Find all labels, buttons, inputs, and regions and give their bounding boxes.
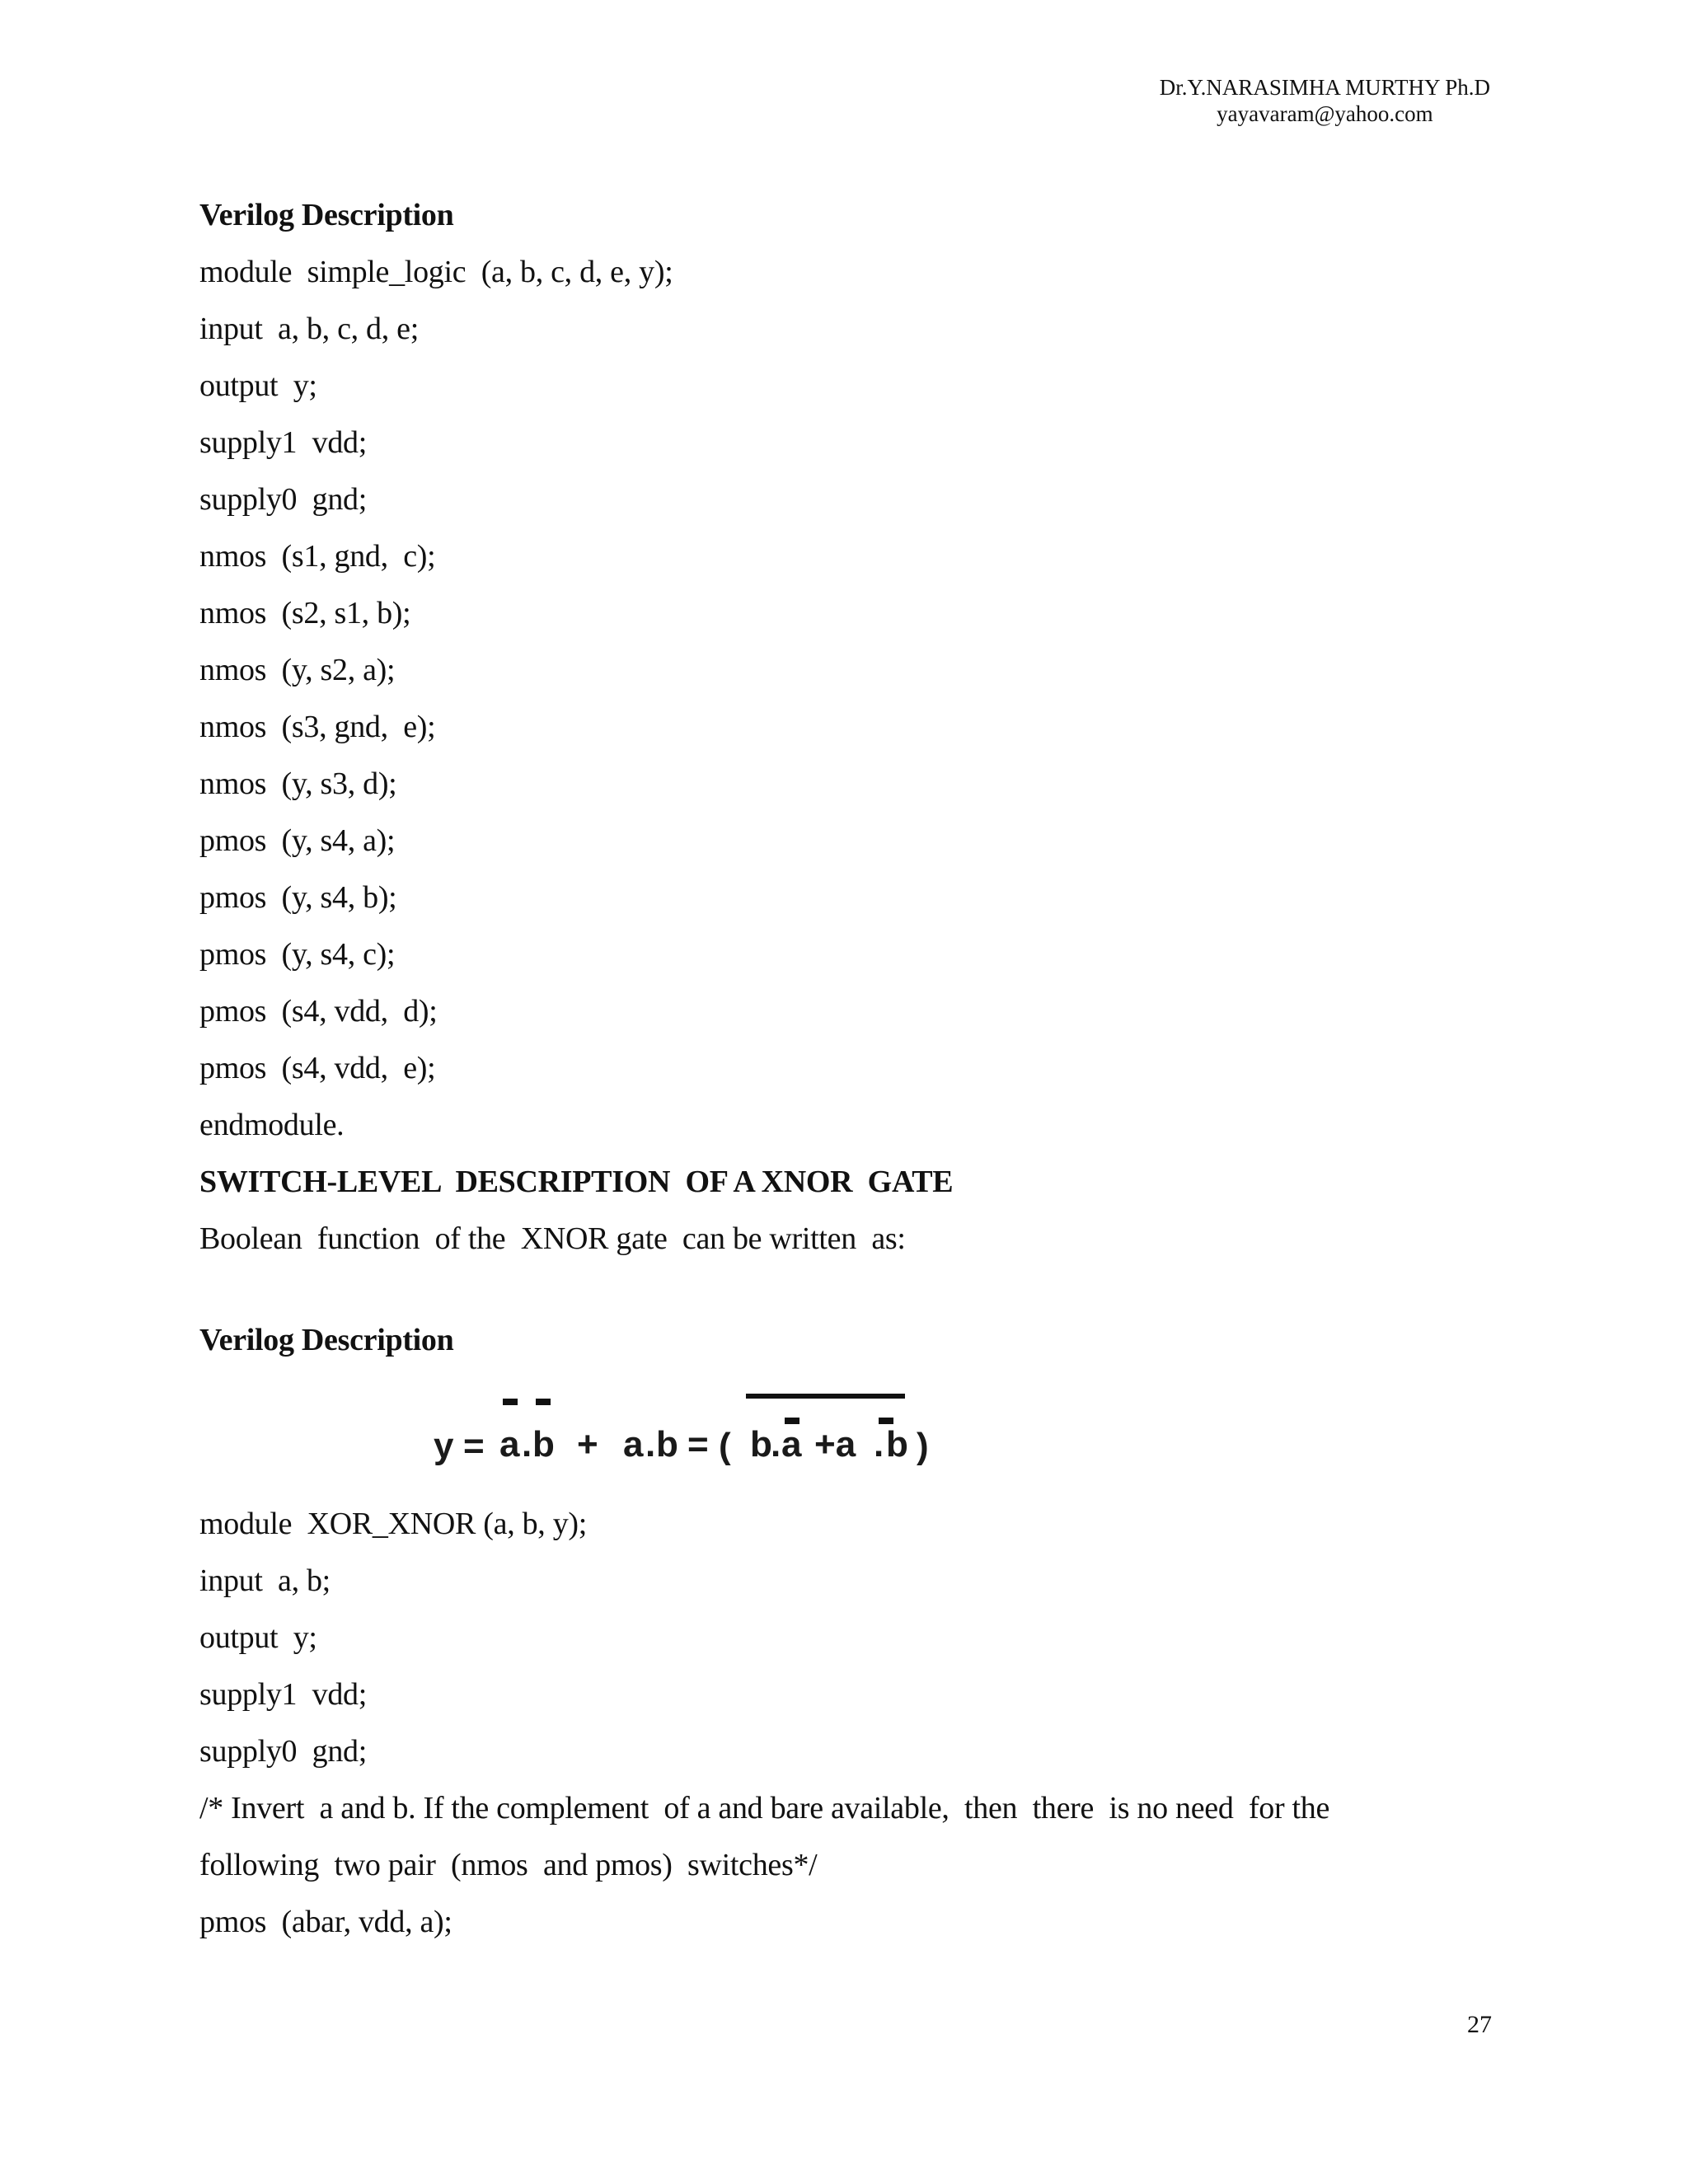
code-line: nmos (s1, gnd, c); xyxy=(199,539,436,574)
code-line: pmos (abar, vdd, a); xyxy=(199,1905,452,1939)
code-line: module simple_logic (a, b, c, d, e, y); xyxy=(199,255,673,289)
eq-b3: b xyxy=(750,1424,772,1465)
eq-equals-2: = xyxy=(687,1424,709,1465)
code-line: input a, b; xyxy=(199,1563,331,1598)
author-name: Dr.Y.NARASIMHA MURTHY Ph.D xyxy=(1159,75,1490,100)
eq-b2: b xyxy=(656,1424,678,1465)
code-line: supply0 gnd; xyxy=(199,1734,368,1769)
section-heading: Verilog Description xyxy=(199,1323,454,1357)
eq-dot-2: . xyxy=(645,1424,656,1465)
section-title: SWITCH-LEVEL DESCRIPTION OF A XNOR GATE xyxy=(199,1165,954,1199)
overbar-a3 xyxy=(785,1418,799,1424)
eq-rparen: ) xyxy=(917,1426,929,1466)
eq-dot-1: . xyxy=(522,1424,532,1465)
page-header xyxy=(1160,74,1490,127)
overbar-whole xyxy=(746,1394,905,1399)
eq-b4: b xyxy=(886,1424,908,1465)
eq-plus-1: + xyxy=(577,1424,598,1465)
code-line: supply1 vdd; xyxy=(199,1677,368,1712)
code-line: supply1 vdd; xyxy=(199,425,368,460)
code-line: pmos (s4, vdd, d); xyxy=(199,994,438,1029)
code-line: nmos (y, s2, a); xyxy=(199,653,396,687)
code-line: endmodule. xyxy=(199,1108,345,1142)
code-line: input a, b, c, d, e; xyxy=(199,312,419,346)
eq-equals-1: = xyxy=(463,1426,485,1466)
overbar-b1 xyxy=(536,1399,551,1405)
code-line: nmos (y, s3, d); xyxy=(199,766,397,801)
overbar-b4 xyxy=(879,1418,893,1424)
page-number: 27 xyxy=(1467,2011,1492,2038)
code-line: pmos (y, s4, a); xyxy=(199,823,396,858)
eq-dot-4: . xyxy=(874,1424,884,1465)
code-line: pmos (y, s4, b); xyxy=(199,880,397,915)
code-line: pmos (s4, vdd, e); xyxy=(199,1051,436,1085)
eq-lparen: ( xyxy=(719,1426,731,1466)
code-line: pmos (y, s4, c); xyxy=(199,937,396,972)
code-line: output y; xyxy=(199,1620,317,1655)
code-line: module XOR_XNOR (a, b, y); xyxy=(199,1507,588,1541)
section-heading: Verilog Description xyxy=(199,198,454,232)
xnor-equation xyxy=(430,1393,941,1475)
code-line: nmos (s2, s1, b); xyxy=(199,596,411,630)
eq-b1: b xyxy=(532,1424,555,1465)
code-line: supply0 gnd; xyxy=(199,482,368,517)
code-line: output y; xyxy=(199,368,317,403)
comment-line: /* Invert a and b. If the complement of a and bare available, then there is no need for the xyxy=(199,1791,1330,1825)
comment-line: following two pair (nmos and pmos) switches*/ xyxy=(199,1848,818,1882)
eq-plus-a: +a xyxy=(814,1424,856,1465)
eq-y: y xyxy=(434,1426,454,1466)
eq-a3: a xyxy=(781,1424,802,1465)
overbar-a1 xyxy=(503,1399,518,1405)
author-email: yayavaram@yahoo.com xyxy=(1217,101,1433,126)
eq-dot-3: . xyxy=(771,1424,781,1465)
intro-text: Boolean function of the XNOR gate can be written as: xyxy=(199,1221,906,1256)
code-line: nmos (s3, gnd, e); xyxy=(199,710,436,744)
eq-a2: a xyxy=(623,1424,644,1465)
eq-a1: a xyxy=(499,1424,520,1465)
